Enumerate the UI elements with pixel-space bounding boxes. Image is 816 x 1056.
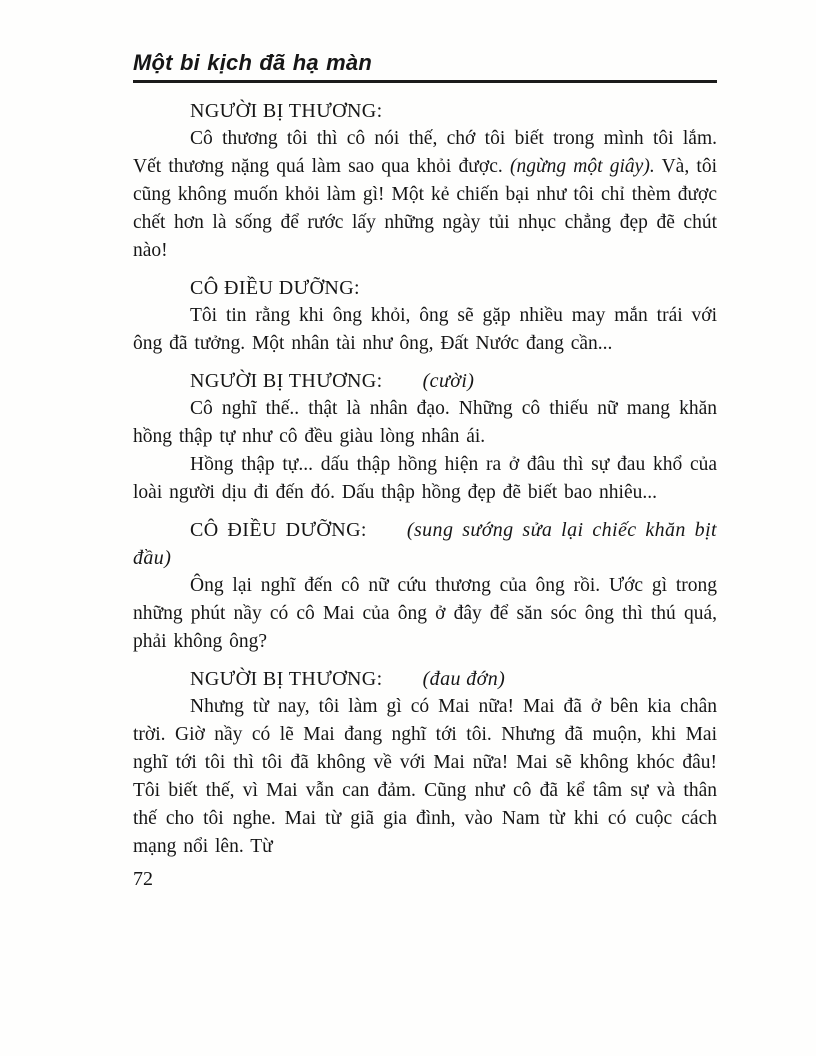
page-number: 72 xyxy=(133,868,153,890)
speaker-heading xyxy=(133,97,717,125)
speaker-name: NGƯỜI BỊ THƯƠNG: xyxy=(190,100,383,122)
speaker-name: CÔ ĐIỀU DƯỠNG: xyxy=(190,277,360,299)
dialogue-text: Cô thương tôi thì cô nói thế, chớ tôi biết trong mình tôi lắm. Vết thương nặng quá làm sao qua khỏi được. xyxy=(133,128,717,177)
speaker-heading xyxy=(133,367,717,395)
speaker-heading xyxy=(133,274,717,302)
dialogue-text: Hồng thập tự... dấu thập hồng hiện ra ở đâu thì sự đau khổ của loài người dịu đi đến đó. Dấu thập hồng đẹp đẽ biết bao nhiêu... xyxy=(133,454,717,503)
dialogue-paragraph xyxy=(133,693,717,861)
stage-direction: (cười) xyxy=(422,370,475,392)
speaker-heading xyxy=(133,665,717,693)
stage-direction: (sung sướng sửa lại chiếc khăn bịt đầu) xyxy=(133,519,717,569)
speaker-name: NGƯỜI BỊ THƯƠNG: xyxy=(190,370,383,392)
speaker-heading xyxy=(133,516,717,572)
dialogue-text: Cô nghĩ thế.. thật là nhân đạo. Những cô thiếu nữ mang khăn hồng thập tự như cô đều giàu lòng nhân ái. xyxy=(133,398,717,447)
dialogue-text: Nhưng từ nay, tôi làm gì có Mai nữa! Mai đã ở bên kia chân trời. Giờ nầy có lẽ Mai đang nghĩ tới tôi. Nhưng đã muộn, khi Mai nghĩ tới tôi thì tôi đã không về với Mai nữa! Mai sẽ không khóc đâu! Tôi biết thế, vì Mai vẫn can đảm. Cũng như cô đã kể tâm sự và thân thế cho tôi nghe. Mai từ giã gia đình, vào Nam từ khi có cuộc cách mạng nổi lên. Từ xyxy=(133,696,717,857)
dialogue-paragraph xyxy=(133,395,717,451)
dialogue-text: Ông lại nghĩ đến cô nữ cứu thương của ông rồi. Ước gì trong những phút nầy có cô Mai của ông ở đây để săn sóc ông thì thú quá, phải không ông? xyxy=(133,575,717,652)
dialogue-paragraph xyxy=(133,451,717,507)
running-header-title: Một bi kịch đã hạ màn xyxy=(133,50,717,83)
dialogue-text: Và, tôi cũng không muốn khỏi làm gì! Một kẻ chiến bại như tôi chỉ thèm được chết hơn là sống để rước lấy những ngày tủi nhục chẳng đẹp đẽ chút nào! xyxy=(133,156,717,261)
inline-stage-direction: (ngừng một giây). xyxy=(509,156,655,177)
dialogue-paragraph xyxy=(133,125,717,265)
speaker-name: CÔ ĐIỀU DƯỠNG: xyxy=(190,519,367,541)
dialogue-paragraph xyxy=(133,302,717,358)
stage-direction: (đau đớn) xyxy=(422,668,506,690)
dialogue-body xyxy=(133,97,717,861)
dialogue-paragraph xyxy=(133,572,717,656)
text-block xyxy=(133,50,717,891)
speaker-name: NGƯỜI BỊ THƯƠNG: xyxy=(190,668,383,690)
dialogue-text: Tôi tin rằng khi ông khỏi, ông sẽ gặp nhiều may mắn trái với ông đã tưởng. Một nhân tài như ông, Đất Nước đang cần... xyxy=(133,305,717,354)
